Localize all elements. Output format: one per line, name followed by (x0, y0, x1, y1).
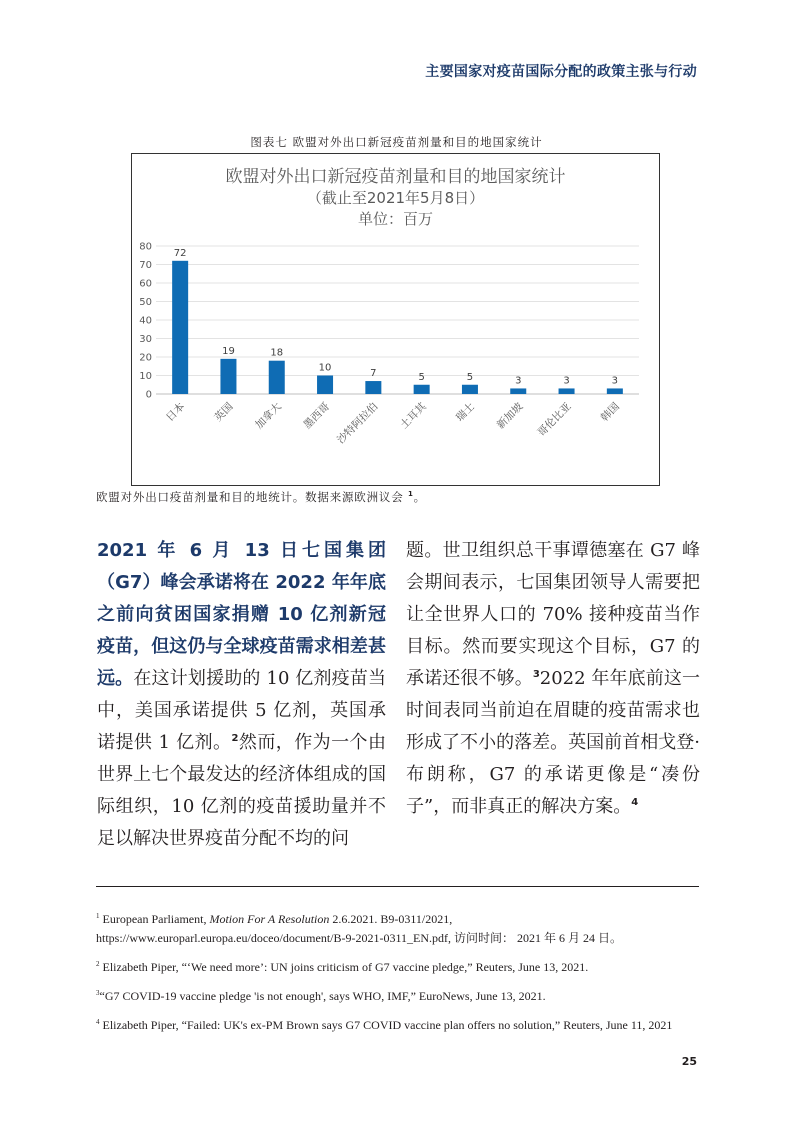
data-label: 7 (370, 368, 377, 380)
data-label: 18 (270, 347, 284, 359)
footnote-number: 1 (96, 912, 100, 920)
chart-note-text: 欧盟对外出口疫苗剂量和目的地统计。数据来源欧洲议会 (96, 490, 404, 504)
footnote-divider (96, 886, 699, 887)
footnote-text: Elizabeth Piper, “Failed: UK's ex-PM Brown says G7 COVID vaccine plan offers no solution,” Reuters, June 11, 2021 (102, 1018, 673, 1032)
footnote (96, 955, 699, 977)
body-column-right (406, 535, 700, 823)
data-label: 3 (563, 375, 570, 387)
body-column-left (97, 535, 386, 855)
body-text: 2022 年年底前这一时间表同当前迫在眉睫的疫苗需求也形成了不小的落差。英国前首相戈登·布朗称，G7 的承诺更像是“凑份子”，而非真正的解决方案。 (406, 668, 701, 817)
chart-title: 欧盟对外出口新冠疫苗剂量和目的地国家统计 (225, 167, 566, 187)
category-label: 英国 (212, 400, 236, 424)
bar (462, 385, 478, 394)
footnote-text: Elizabeth Piper, “‘We need more’: UN joins criticism of G7 vaccine pledge,” Reuters, June 13, 2021. (102, 960, 589, 974)
data-label: 5 (466, 371, 474, 383)
body-text: 然而，作为一个由世界上七个最发达的经济体组成的国际组织，10 亿剂的疫苗援助量并不足以解决世界疫苗分配不均的问 (97, 732, 386, 849)
footnote-text: “G7 COVID-19 vaccine pledge 'is not enough', says WHO, IMF,” EuroNews, June 13, 2021. (99, 989, 546, 1003)
footnote-number: 3 (96, 989, 100, 997)
footnote-ref[interactable]: 4 (631, 797, 639, 808)
category-label: 墨西哥 (301, 400, 333, 432)
data-label: 19 (222, 345, 235, 357)
bar (317, 376, 333, 395)
category-label: 新加坡 (494, 400, 526, 432)
bar-chart (131, 153, 660, 486)
bar (414, 385, 430, 394)
footnotes (96, 907, 699, 1042)
bar (365, 381, 381, 394)
footnote-text: European Parliament, (102, 912, 210, 926)
y-tick-label: 70 (139, 260, 152, 271)
footnote (96, 1013, 699, 1035)
y-tick-label: 10 (139, 371, 152, 382)
bar (607, 388, 623, 394)
data-label: 3 (515, 375, 522, 387)
category-label: 瑞士 (453, 400, 478, 424)
lead-highlight: 2021 年 6 月 13 日七国集团（G7）峰会承诺将在 2022 年年底之前向贫困国家捐赠 10 亿剂新冠疫苗，但这仍与全球疫苗需求相差甚远。 (97, 540, 386, 689)
chart-subtitle: （截止至2021年5月8日） (306, 189, 485, 207)
y-tick-label: 0 (145, 389, 152, 401)
body-text: 在这计划援助的 10 亿剂疫苗当中，美国承诺提供 5 亿剂，英国承诺提供 1 亿剂。 (97, 668, 386, 753)
running-header: 主要国家对疫苗国际分配的政策主张与行动 (425, 64, 697, 80)
bar (269, 361, 285, 394)
chart-note-end: 。 (413, 490, 426, 504)
footnote-number: 4 (96, 1018, 100, 1026)
y-tick-label: 60 (139, 278, 152, 290)
footnote (96, 984, 699, 1006)
bar (510, 388, 526, 394)
chart-plot-area (132, 154, 659, 485)
y-tick-label: 30 (139, 334, 152, 345)
y-tick-label: 20 (139, 352, 152, 364)
y-tick-label: 50 (139, 297, 152, 308)
data-label: 10 (318, 362, 332, 374)
page-number: 25 (681, 1055, 697, 1068)
bar (172, 261, 188, 394)
data-label: 3 (611, 375, 619, 387)
chart-note-ref[interactable]: 1 (407, 490, 414, 499)
footnote-text: 2.6.2021. B9-0311/2021, https://www.europarl.europa.eu/doceo/document/B-9-2021-0311_EN.pdf, 访问时间： 2021 年 6 月 24 日。 (96, 912, 623, 945)
y-tick-label: 80 (139, 241, 152, 253)
data-label: 72 (173, 247, 187, 259)
category-label: 加拿大 (253, 400, 284, 432)
footnote-ref[interactable]: 2 (231, 733, 239, 744)
data-label: 5 (418, 371, 425, 383)
category-label: 沙特阿拉伯 (334, 400, 381, 447)
footnote-italic-title: Motion For A Resolution (209, 912, 330, 926)
chart-unit: 单位：百万 (357, 210, 433, 228)
footnote (96, 907, 699, 948)
category-label: 韩国 (598, 400, 622, 424)
footnote-number: 2 (96, 960, 100, 968)
body-text: 题。世卫组织总干事谭德塞在 G7 峰会期间表示，七国集团领导人需要把让全世界人口的 70% 接种疫苗当作目标。然而要实现这个目标，G7 的承诺还很不够。 (406, 540, 700, 689)
category-label: 土耳其 (398, 400, 429, 432)
figure-caption: 图表七 欧盟对外出口新冠疫苗剂量和目的地国家统计 (250, 135, 543, 149)
category-label: 哥伦比亚 (535, 400, 574, 439)
bar (220, 359, 236, 394)
chart-source-note (96, 489, 426, 505)
category-label: 日本 (163, 400, 188, 424)
bar (559, 388, 575, 394)
y-tick-label: 40 (139, 315, 152, 327)
footnote-ref[interactable]: 3 (532, 669, 540, 680)
